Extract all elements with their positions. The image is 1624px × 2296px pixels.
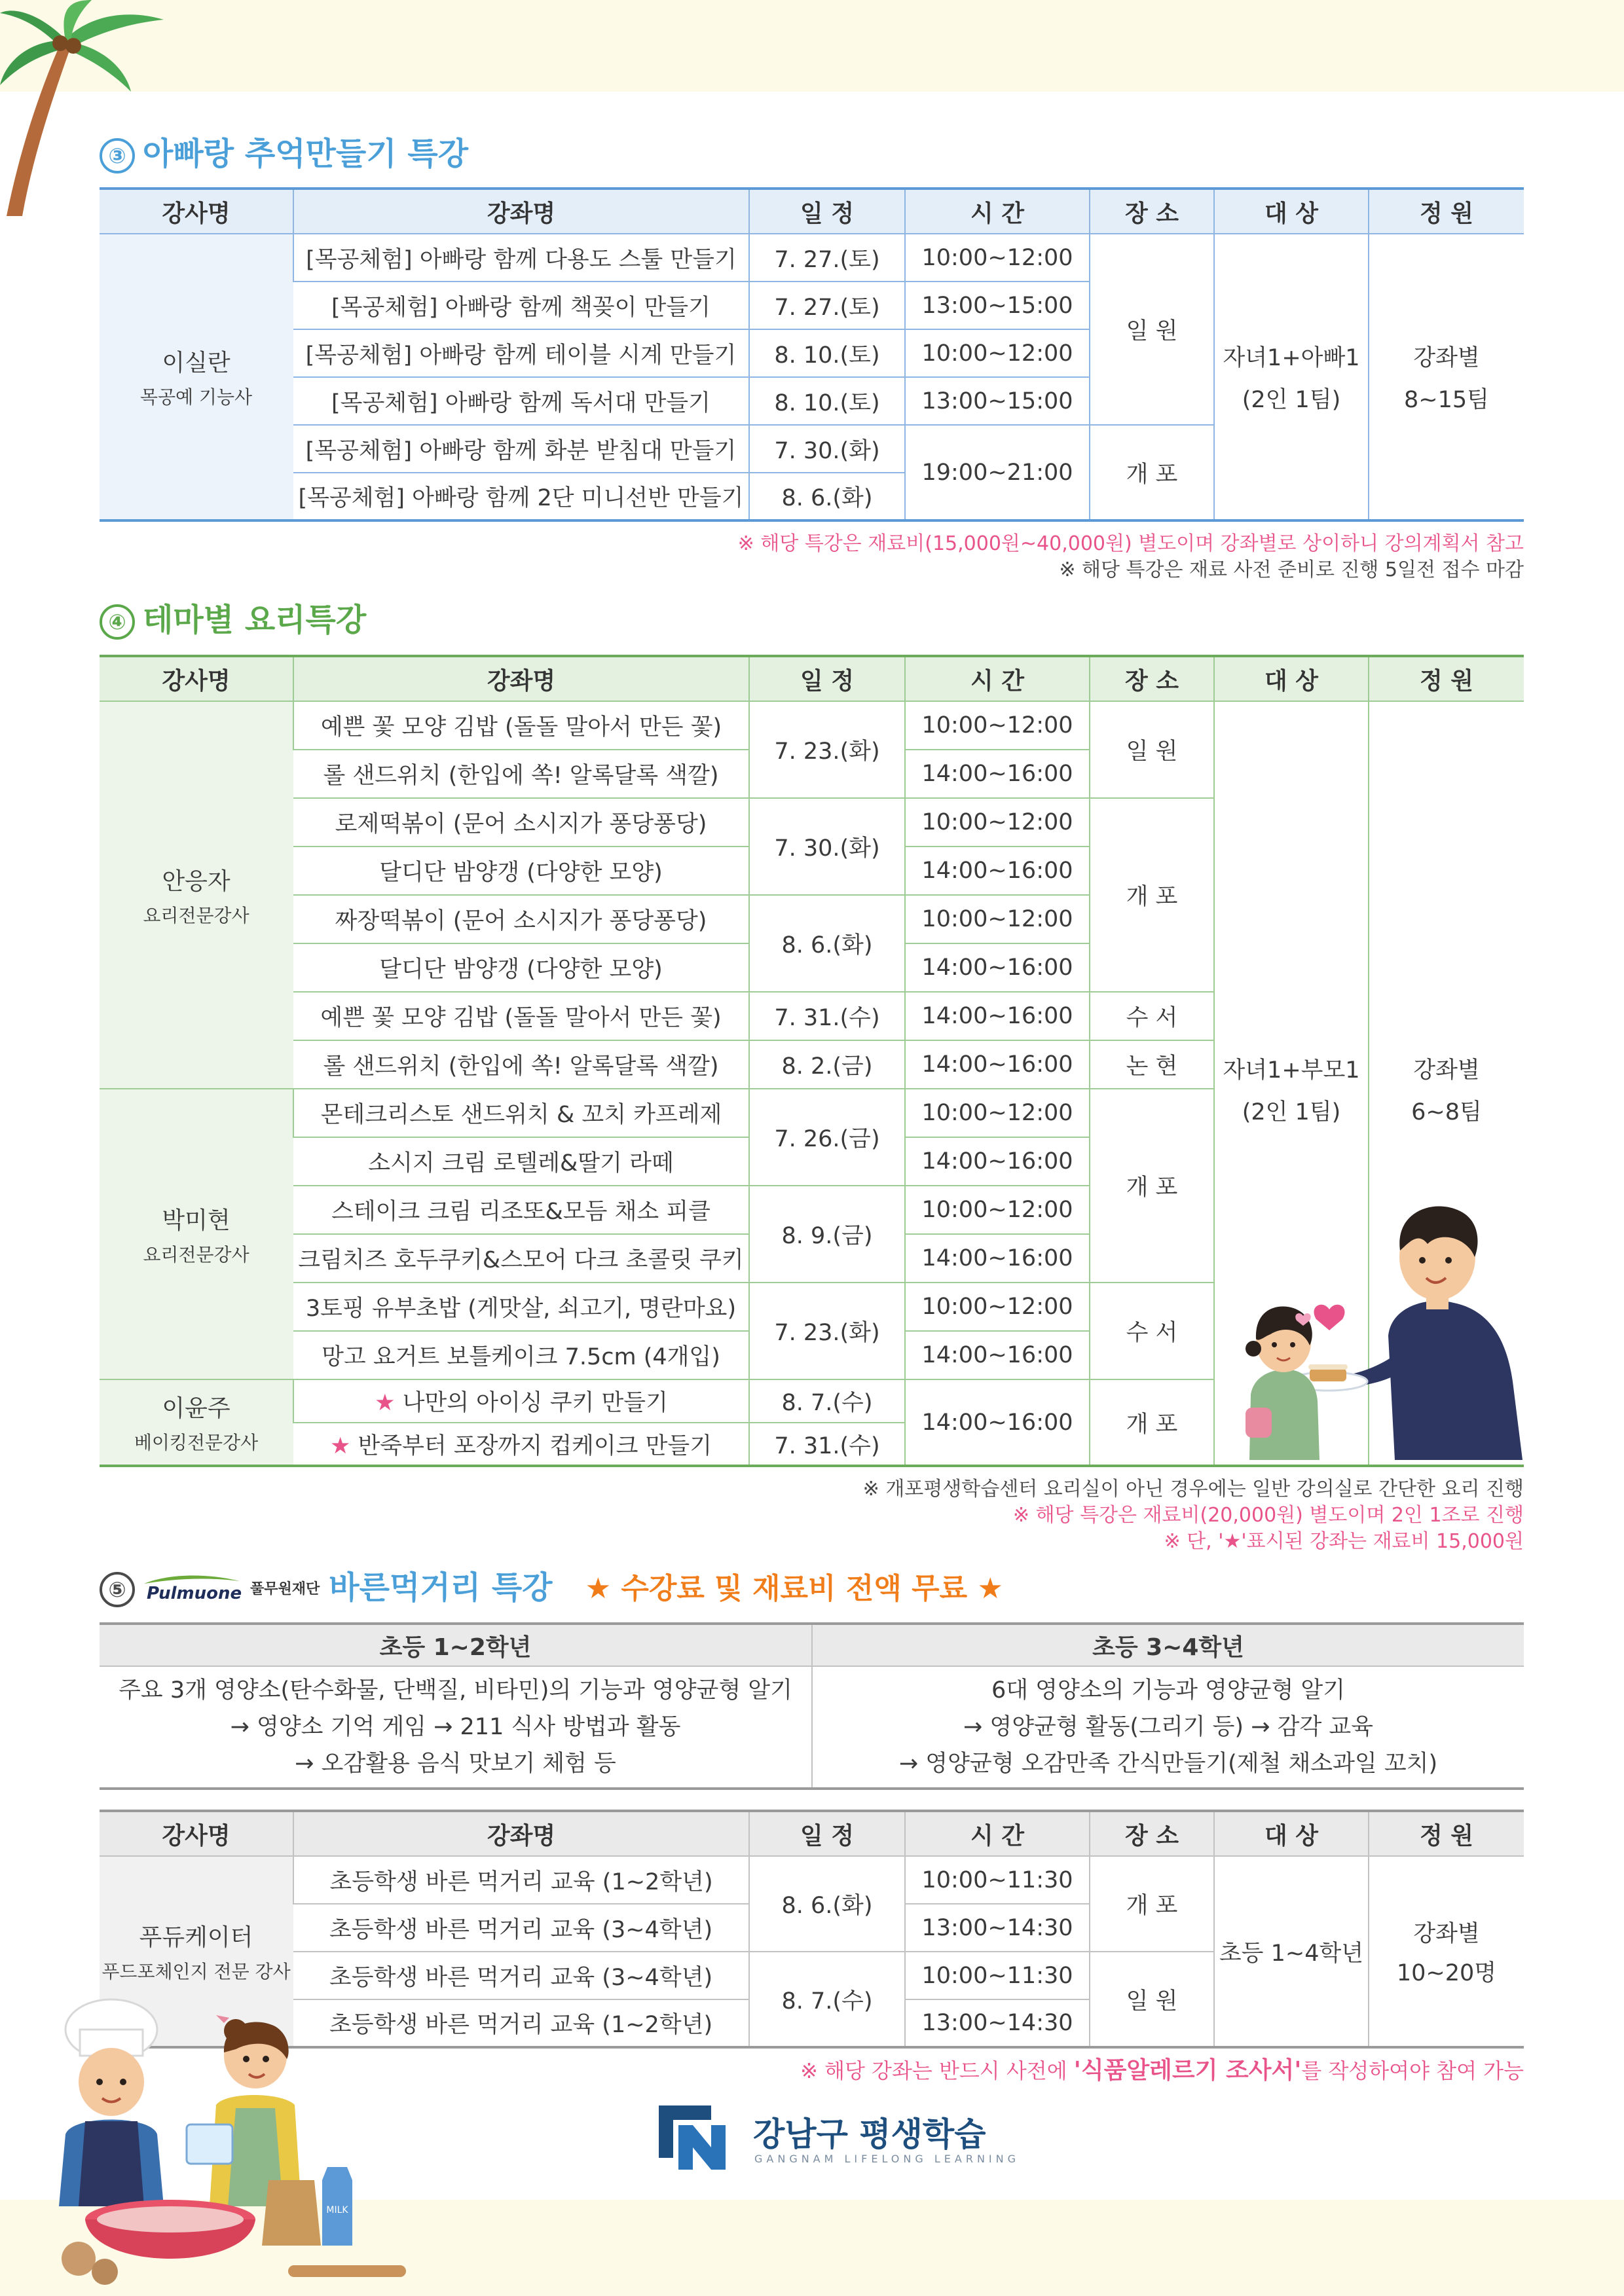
header-place: 장 소: [1090, 1811, 1214, 1856]
course-name: 초등학생 바른 먹거리 교육 (1~2학년): [293, 1999, 749, 2047]
table-row: [100, 701, 1524, 750]
capacity-line1: 강좌별: [1413, 344, 1480, 371]
section5-number: ⑤: [100, 1572, 135, 1607]
course-date: 8. 7.(수): [749, 1952, 905, 2047]
course-time: 13:00~15:00: [905, 282, 1090, 329]
course-date: 8. 7.(수): [749, 1379, 905, 1423]
course-name: 초등학생 바른 먹거리 교육 (3~4학년): [293, 1952, 749, 1999]
course-name: 짜장떡볶이 (문어 소시지가 퐁당퐁당): [293, 895, 749, 943]
course-time: 10:00~12:00: [905, 1283, 1090, 1331]
table-row: [100, 234, 1524, 282]
instructor-cell: [100, 1379, 293, 1466]
header-instructor: 강사명: [100, 656, 293, 701]
gangnam-lifelong-learning-logo: [655, 2102, 1020, 2174]
course-name: [목공체험] 아빠랑 함께 다용도 스툴 만들기: [293, 234, 749, 282]
course-name: [목공체험] 아빠랑 함께 화분 받침대 만들기: [293, 425, 749, 473]
curriculum-line: → 영양소 기억 게임 → 211 식사 방법과 활동: [230, 1714, 681, 1740]
capacity-line2: 6~8팀: [1411, 1099, 1482, 1125]
course-name: 몬테크리스토 샌드위치 & 꼬치 카프레제: [293, 1089, 749, 1137]
header-time: 시 간: [905, 189, 1090, 234]
header-target: 대 상: [1214, 656, 1369, 701]
course-time: 10:00~12:00: [905, 701, 1090, 750]
course-time: 10:00~12:00: [905, 329, 1090, 377]
header-course: 강좌명: [293, 1811, 749, 1856]
course-time: 10:00~11:30: [905, 1856, 1090, 1904]
course-capacity: [1369, 1856, 1524, 2047]
course-date: 7. 31.(수): [749, 992, 905, 1040]
course-target: 초등 1~4학년: [1214, 1856, 1369, 2047]
kids-cooking-illustration: [39, 1984, 406, 2296]
capacity-line1: 강좌별: [1413, 1920, 1480, 1947]
header-lower-grades: 초등 1~2학년: [100, 1624, 812, 1666]
course-place: 수 서: [1090, 1283, 1214, 1379]
course-name: 로제떡볶이 (문어 소시지가 퐁당퐁당): [293, 798, 749, 847]
course-date: 7. 27.(토): [749, 234, 905, 282]
course-date: 8. 2.(금): [749, 1040, 905, 1089]
course-name: 초등학생 바른 먹거리 교육 (3~4학년): [293, 1904, 749, 1952]
target-line2: (2인 1팀): [1242, 386, 1341, 413]
course-time: 14:00~16:00: [905, 1331, 1090, 1379]
section5-title-text: 바른먹거리 특강: [329, 1569, 553, 1606]
top-background-band: [0, 0, 1624, 92]
course-name: 크림치즈 호두쿠키&스모어 다크 초콜릿 쿠키: [293, 1234, 749, 1283]
course-date: 7. 30.(화): [749, 425, 905, 473]
course-capacity: [1369, 234, 1524, 520]
course-time: 10:00~12:00: [905, 234, 1090, 282]
instructor-name: 안응자: [162, 867, 231, 895]
free-banner: ★ 수강료 및 재료비 전액 무료 ★: [585, 1572, 1003, 1605]
course-time: 13:00~15:00: [905, 377, 1090, 425]
table-row: [100, 1666, 1524, 1789]
course-name-text: 나만의 아이싱 쿠키 만들기: [402, 1390, 668, 1416]
instructor-name: 박미현: [162, 1207, 231, 1234]
section5-title: [100, 1565, 1524, 1611]
section3-title-text: 아빠랑 추억만들기 특강: [143, 136, 469, 172]
course-time: 14:00~16:00: [905, 992, 1090, 1040]
header-instructor: 강사명: [100, 1811, 293, 1856]
course-name-text: 반죽부터 포장까지 컵케이크 만들기: [358, 1432, 712, 1459]
upper-grades-content: [812, 1666, 1524, 1789]
header-place: 장 소: [1090, 656, 1214, 701]
instructor-cell: [100, 701, 293, 1089]
section4-title: [100, 597, 1524, 643]
curriculum-table: [100, 1622, 1524, 1790]
header-instructor: 강사명: [100, 189, 293, 234]
course-name: [목공체험] 아빠랑 함께 책꽂이 만들기: [293, 282, 749, 329]
instructor-role: 요리전문강사: [143, 904, 249, 926]
lower-grades-content: [100, 1666, 812, 1789]
instructor-role: 목공예 기능사: [139, 386, 253, 408]
note-highlight: '식품알레르기 조사서': [1073, 2057, 1302, 2084]
course-time: 13:00~14:30: [905, 1904, 1090, 1952]
capacity-line2: 8~15팀: [1404, 386, 1489, 413]
course-date: 8. 9.(금): [749, 1186, 905, 1283]
instructor-name: 푸듀케이터: [139, 1924, 253, 1951]
capacity-line1: 강좌별: [1413, 1057, 1480, 1084]
course-time: 14:00~16:00: [905, 943, 1090, 992]
header-date: 일 정: [749, 1811, 905, 1856]
course-date: 8. 10.(토): [749, 377, 905, 425]
course-name: 달디단 밤양갱 (다양한 모양): [293, 847, 749, 895]
pulmuone-logo: [143, 1573, 241, 1606]
course-place: 개 포: [1090, 1856, 1214, 1952]
course-time: 14:00~16:00: [905, 1234, 1090, 1283]
course-time: 19:00~21:00: [905, 425, 1090, 520]
course-place: 개 포: [1090, 798, 1214, 992]
section4-note3: ※ 단, '★'표시된 강좌는 재료비 15,000원: [1164, 1530, 1524, 1553]
instructor-cell: [100, 234, 293, 520]
target-line1: 자녀1+부모1: [1223, 1057, 1360, 1084]
curriculum-line: 주요 3개 영양소(탄수화물, 단백질, 비타민)의 기능과 영양균형 알기: [119, 1677, 792, 1704]
header-course: 강좌명: [293, 656, 749, 701]
course-place: 일 원: [1090, 234, 1214, 425]
course-time: 13:00~14:30: [905, 1999, 1090, 2047]
header-capacity: 정 원: [1369, 656, 1524, 701]
curriculum-line: → 오감활용 음식 맛보기 체험 등: [295, 1751, 616, 1777]
header-target: 대 상: [1214, 1811, 1369, 1856]
target-line1: 자녀1+아빠1: [1223, 344, 1360, 371]
course-date: 7. 23.(화): [749, 701, 905, 798]
logo-text: 강남구 평생학습: [753, 2115, 986, 2153]
milk-label: MILK: [326, 2205, 348, 2215]
course-time: 14:00~16:00: [905, 1137, 1090, 1186]
section4-note2: ※ 해당 특강은 재료비(20,000원) 별도이며 2인 1조로 진행: [1012, 1504, 1524, 1527]
section4-notes: [100, 1476, 1524, 1555]
star-icon: ★: [375, 1390, 396, 1416]
header-capacity: 정 원: [1369, 189, 1524, 234]
course-date: 8. 6.(화): [749, 1856, 905, 1952]
course-name: [293, 1423, 749, 1466]
course-place: 일 원: [1090, 701, 1214, 798]
course-name: 초등학생 바른 먹거리 교육 (1~2학년): [293, 1856, 749, 1904]
instructor-name: 이실란: [162, 350, 231, 376]
foundation-name: 풀무원재단: [250, 1581, 320, 1597]
header-time: 시 간: [905, 1811, 1090, 1856]
course-name: 3토핑 유부초밥 (게맛살, 쇠고기, 명란마요): [293, 1283, 749, 1331]
course-date: 8. 6.(화): [749, 473, 905, 520]
instructor-cell: [100, 1089, 293, 1379]
section4-number: ④: [100, 604, 135, 640]
header-place: 장 소: [1090, 189, 1214, 234]
course-name: 롤 샌드위치 (한입에 쏙! 알록달록 색깔): [293, 1040, 749, 1089]
header-date: 일 정: [749, 189, 905, 234]
section3-note2: ※ 해당 특강은 재료 사전 준비로 진행 5일전 접수 마감: [1059, 558, 1524, 581]
course-date: 7. 31.(수): [749, 1423, 905, 1466]
section3-number: ③: [100, 138, 135, 173]
table-row: [100, 1856, 1524, 1904]
course-time: 14:00~16:00: [905, 1379, 1090, 1466]
course-name: 망고 요거트 보틀케이크 7.5cm (4개입): [293, 1331, 749, 1379]
course-date: 7. 27.(토): [749, 282, 905, 329]
section4-title-text: 테마별 요리특강: [143, 602, 367, 638]
header-capacity: 정 원: [1369, 1811, 1524, 1856]
course-time: 10:00~12:00: [905, 1186, 1090, 1234]
course-name: 달디단 밤양갱 (다양한 모양): [293, 943, 749, 992]
course-date: 8. 6.(화): [749, 895, 905, 992]
header-target: 대 상: [1214, 189, 1369, 234]
instructor-role: 푸드포체인지 전문 강사: [101, 1961, 291, 1982]
course-date: 8. 10.(토): [749, 329, 905, 377]
header-time: 시 간: [905, 656, 1090, 701]
course-name: 롤 샌드위치 (한입에 쏙! 알록달록 색깔): [293, 750, 749, 798]
section3-table: [100, 187, 1524, 522]
section3-notes: [100, 531, 1524, 583]
course-time: 14:00~16:00: [905, 847, 1090, 895]
course-target: [1214, 234, 1369, 520]
header-upper-grades: 초등 3~4학년: [812, 1624, 1524, 1666]
course-name: 스테이크 크림 리조또&모듬 채소 피클: [293, 1186, 749, 1234]
header-date: 일 정: [749, 656, 905, 701]
section-father-special: [100, 131, 1524, 583]
section3-title: [100, 131, 1524, 177]
course-date: 7. 30.(화): [749, 798, 905, 895]
target-line2: (2인 1팀): [1242, 1099, 1341, 1125]
course-date: 7. 26.(금): [749, 1089, 905, 1186]
course-name: [목공체험] 아빠랑 함께 테이블 시계 만들기: [293, 329, 749, 377]
course-name: [목공체험] 아빠랑 함께 독서대 만들기: [293, 377, 749, 425]
father-daughter-illustration: [1231, 1185, 1526, 1460]
pulmuone-brand: Pulmuone: [147, 1584, 242, 1603]
capacity-line2: 10~20명: [1396, 1959, 1497, 1986]
curriculum-line: → 영양균형 활동(그리기 등) → 감각 교육: [963, 1714, 1374, 1740]
course-place: 개 포: [1090, 425, 1214, 520]
course-time: 10:00~12:00: [905, 895, 1090, 943]
instructor-role: 요리전문강사: [143, 1243, 249, 1266]
section3-note1: ※ 해당 특강은 재료비(15,000원~40,000원) 별도이며 강좌별로 상이하니 강의계획서 참고: [737, 532, 1524, 555]
course-name: [293, 1379, 749, 1423]
course-name: 예쁜 꽃 모양 김밥 (돌돌 말아서 만든 꽃): [293, 701, 749, 750]
course-place: 일 원: [1090, 1952, 1214, 2047]
gangnam-logo-icon: [655, 2102, 733, 2174]
course-place: 수 서: [1090, 992, 1214, 1040]
curriculum-line: → 영양균형 오감만족 간식만들기(제철 채소과일 꼬치): [898, 1751, 1438, 1777]
logo-subtext: GANGNAM LIFELONG LEARNING: [754, 2153, 1020, 2165]
note-suffix: 를 작성하여야 참여 가능: [1301, 2058, 1524, 2083]
star-icon: ★: [329, 1432, 351, 1459]
course-time: 10:00~12:00: [905, 798, 1090, 847]
course-time: 10:00~12:00: [905, 1089, 1090, 1137]
header-course: 강좌명: [293, 189, 749, 234]
course-time: 14:00~16:00: [905, 1040, 1090, 1089]
course-place: 논 현: [1090, 1040, 1214, 1089]
instructor-role: 베이킹전문강사: [134, 1432, 259, 1453]
course-name: [목공체험] 아빠랑 함께 2단 미니선반 만들기: [293, 473, 749, 520]
instructor-name: 이윤주: [162, 1395, 231, 1422]
section4-note1: ※ 개포평생학습센터 요리실이 아닌 경우에는 일반 강의실로 간단한 요리 진행: [862, 1478, 1524, 1501]
course-place: 개 포: [1090, 1379, 1214, 1466]
course-name: 예쁜 꽃 모양 김밥 (돌돌 말아서 만든 꽃): [293, 992, 749, 1040]
note-prefix: ※ 해당 강좌는 반드시 사전에: [800, 2058, 1074, 2083]
course-name: 소시지 크림 로텔레&딸기 라떼: [293, 1137, 749, 1186]
course-date: 7. 23.(화): [749, 1283, 905, 1379]
curriculum-line: 6대 영양소의 기능과 영양균형 알기: [991, 1677, 1346, 1704]
course-time: 14:00~16:00: [905, 750, 1090, 798]
course-place: 개 포: [1090, 1089, 1214, 1283]
course-time: 10:00~11:30: [905, 1952, 1090, 1999]
